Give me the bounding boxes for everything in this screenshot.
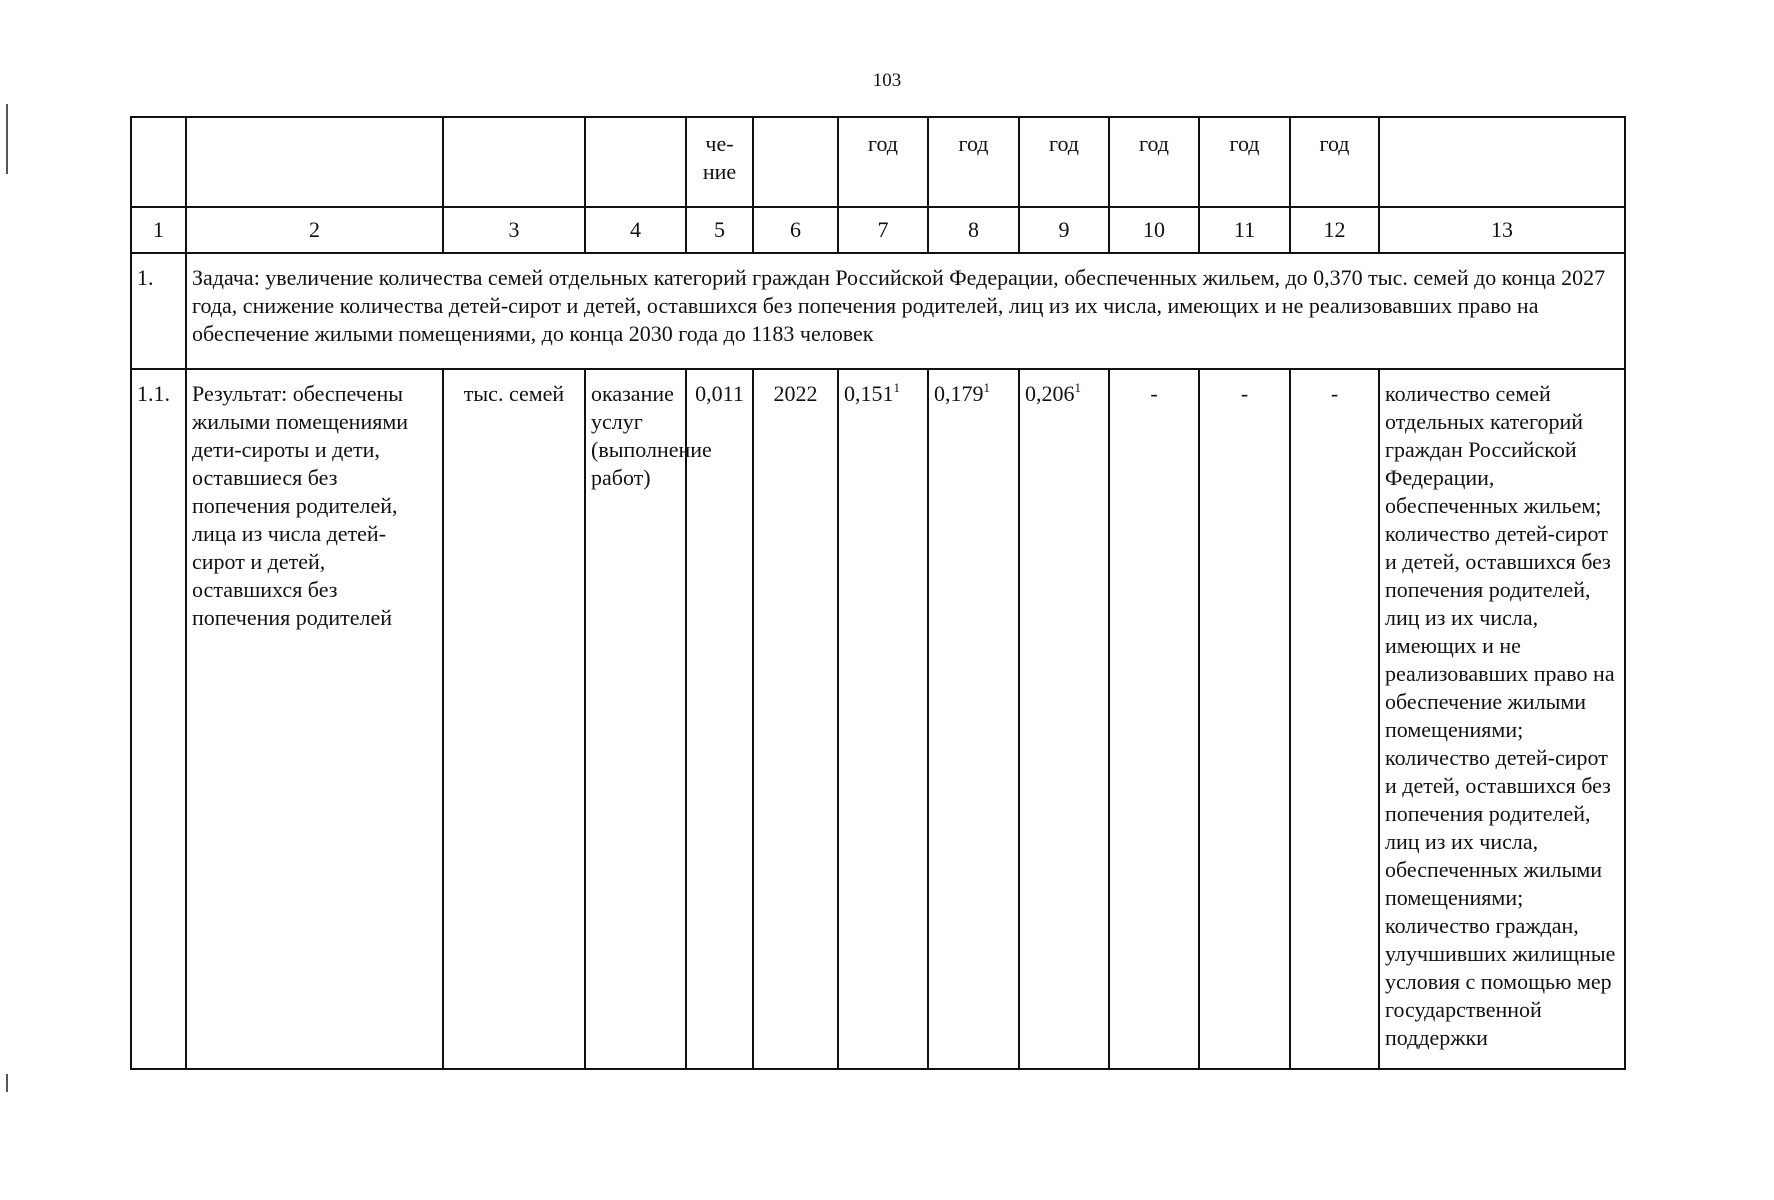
column-number-8: 8 bbox=[928, 207, 1019, 253]
header-cell-11: год bbox=[1199, 117, 1290, 207]
column-number-9: 9 bbox=[1019, 207, 1109, 253]
header-cell-10: год bbox=[1109, 117, 1199, 207]
task-text: Задача: увеличение количества семей отдельных категорий граждан Российской Федерации, обеспеченных жильем, до 0,370 тыс. семей до конца 2027 года, снижение количества детей-сирот и детей, оставшихся без попечения родителей, лиц из их числа, имеющих и не реализовавших право на обеспечение жилыми помещениями, до конца 2030 года до 1183 человек bbox=[186, 253, 1625, 369]
header-cell-4 bbox=[585, 117, 686, 207]
column-number-13: 13 bbox=[1379, 207, 1625, 253]
value-2-text: 0,179 bbox=[934, 381, 984, 406]
result-unit: тыс. семей bbox=[443, 369, 585, 1069]
result-description: Результат: обеспечены жилыми помещениями дети-сироты и дети, оставшиеся без попечения родителей, лица из числа детей-сирот и детей, оставшихся без попечения родителей bbox=[186, 369, 443, 1069]
column-number-2: 2 bbox=[186, 207, 443, 253]
column-number-3: 3 bbox=[443, 207, 585, 253]
header-cell-13 bbox=[1379, 117, 1625, 207]
result-indicators bbox=[1379, 369, 1625, 1069]
column-number-11: 11 bbox=[1199, 207, 1290, 253]
document-table bbox=[130, 116, 1626, 1070]
result-base-value: 0,011 bbox=[686, 369, 753, 1069]
column-number-6: 6 bbox=[753, 207, 838, 253]
header-cell-7: год bbox=[838, 117, 928, 207]
header-cell-6 bbox=[753, 117, 838, 207]
task-row bbox=[131, 253, 1625, 369]
result-value-5: - bbox=[1199, 369, 1290, 1069]
result-value-6: - bbox=[1290, 369, 1379, 1069]
header-cell-12: год bbox=[1290, 117, 1379, 207]
column-number-5: 5 bbox=[686, 207, 753, 253]
result-value-1 bbox=[838, 369, 928, 1069]
result-row bbox=[131, 369, 1625, 1069]
column-number-12: 12 bbox=[1290, 207, 1379, 253]
footnote-mark-3: 1 bbox=[1074, 380, 1081, 395]
column-number-1: 1 bbox=[131, 207, 186, 253]
header-fragment-5a: че- bbox=[705, 131, 734, 156]
footnote-mark-2: 1 bbox=[983, 380, 990, 395]
column-number-4: 4 bbox=[585, 207, 686, 253]
value-3-text: 0,206 bbox=[1025, 381, 1075, 406]
result-value-3 bbox=[1019, 369, 1109, 1069]
column-number-10: 10 bbox=[1109, 207, 1199, 253]
page-number: 103 bbox=[872, 70, 902, 91]
header-cell-9: год bbox=[1019, 117, 1109, 207]
result-value-4: - bbox=[1109, 369, 1199, 1069]
table-header-row bbox=[131, 117, 1625, 207]
value-1-text: 0,151 bbox=[844, 381, 894, 406]
column-number-row bbox=[131, 207, 1625, 253]
margin-mark-bottom bbox=[6, 1074, 8, 1092]
header-cell-8: год bbox=[928, 117, 1019, 207]
header-fragment-5b: ние bbox=[702, 159, 737, 184]
header-cell-1 bbox=[131, 117, 186, 207]
result-value-2 bbox=[928, 369, 1019, 1069]
header-cell-2 bbox=[186, 117, 443, 207]
column-number-7: 7 bbox=[838, 207, 928, 253]
task-number: 1. bbox=[131, 253, 186, 369]
indicators-text: количество семей отдельных категорий граждан Российской Федерации, обеспеченных жильем; количество детей-сирот и детей, оставшихся без попечения родителей, лиц из их числа, имеющих и не реализовавших право на обеспечение жилыми помещениями; количество детей-сирот и детей, оставшихся без попечения родителей, лиц из их числа, обеспеченных жилыми помещениями; bbox=[1385, 381, 1615, 910]
indicators-extra-text: количество граждан, улучшивших жилищные условия с помощью мер государственной поддержки bbox=[1385, 913, 1616, 1050]
margin-mark-top bbox=[6, 104, 8, 174]
footnote-mark-1: 1 bbox=[893, 380, 900, 395]
header-cell-5 bbox=[686, 117, 753, 207]
header-cell-3 bbox=[443, 117, 585, 207]
result-number: 1.1. bbox=[131, 369, 186, 1069]
result-type: оказание услуг (выполнение работ) bbox=[585, 369, 686, 1069]
result-base-year: 2022 bbox=[753, 369, 838, 1069]
